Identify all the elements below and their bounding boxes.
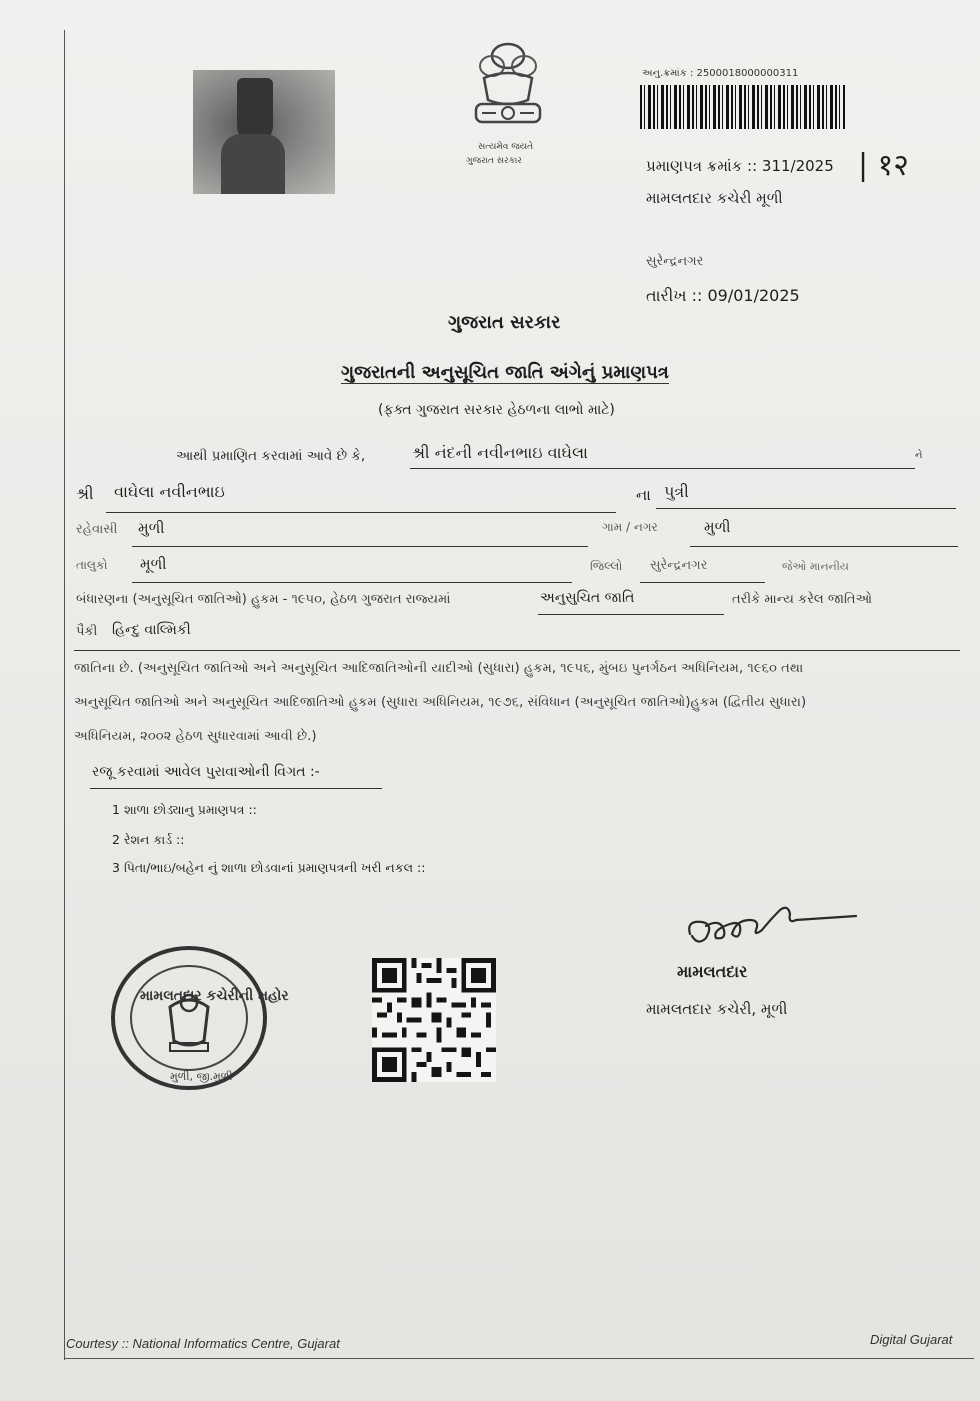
resident-line: [132, 546, 588, 547]
legal-paragraph-line-3: અધિનિયમ, ૨૦૦૨ હેઠળ સુધારવામાં આવી છે.): [74, 729, 317, 744]
applicant-photo: [193, 70, 335, 194]
mamlatdar-signature: [684, 890, 864, 952]
emblem-caption-2: ગુજરાત સરકાર: [466, 156, 522, 166]
page-border-bottom: [64, 1358, 974, 1359]
barcode: [640, 85, 845, 129]
taluka: મૂળી: [140, 555, 167, 573]
seal-bottom-text: મુળી, જી.મુળી: [170, 1070, 233, 1083]
district: સુરેન્દ્રનગર: [650, 558, 708, 573]
footer-courtesy: Courtesy :: National Informatics Centre, Gujarat: [66, 1336, 340, 1351]
evidence-item-number: 2: [112, 832, 120, 847]
village: મુળી: [704, 518, 731, 536]
recognized-text: તરીકે માન્ય કરેલ જાતિઓ: [732, 592, 873, 607]
village-label: ગામ / નગર: [602, 520, 658, 534]
barcode-label: અનુ.ક્રમાંક : 2500018000000311: [642, 68, 799, 79]
page-border-left: [64, 30, 65, 1360]
na-label: ના: [636, 486, 651, 504]
government-title: ગુજરાત સરકાર: [448, 312, 561, 333]
among-label: પૈકી: [76, 624, 98, 639]
certificate-subtitle: (ફક્ત ગુજરાત સરકાર હેઠળના લાભો માટે): [378, 402, 615, 418]
ashoka-emblem-icon: [462, 38, 554, 138]
issuing-office: મામલતદાર કચેરી મૂળી: [646, 189, 783, 207]
certificate-number: પ્રમાણપત્ર ક્રમાંક :: 311/2025: [646, 157, 834, 175]
applicant-name-line: [410, 468, 915, 469]
caste-line: [74, 650, 960, 651]
legal-paragraph-line-2: અનુસૂચિત જાતિઓ અને અનુસૂચિત આદિજાતિઓ હુકમ (સુધારા અધિનિયમ, ૧૯૭૬, સંવિધાન (અનુસૂચિત જાતિઓ)હુકમ (દ્વિતીય સુધારા): [74, 695, 807, 710]
evidence-heading-line: [90, 788, 382, 789]
parent-name: વાઘેલા નવીનભાઇ: [114, 482, 225, 501]
category: અનુસુચિત જાતિ: [540, 590, 635, 606]
resident: મુળી: [138, 519, 165, 537]
evidence-item-number: 1: [112, 802, 120, 817]
ne-suffix: ને: [915, 450, 923, 461]
shri-label: શ્રી: [76, 484, 94, 503]
relation-line: [656, 508, 956, 509]
handwritten-number: | १२: [858, 148, 909, 183]
qr-code: [372, 958, 496, 1082]
city: સુરેન્દ્રનગર: [646, 254, 704, 269]
village-line: [690, 546, 958, 547]
seal-top-text: મામલતદાર કચેરીની મહોર: [140, 988, 289, 1004]
signatory-office: મામલતદાર કચેરી, મૂળી: [646, 1000, 788, 1018]
caste: હિન્દુ વાલ્મિકી: [112, 622, 191, 638]
emblem-caption-1: સત્યમેવ જયતે: [478, 142, 534, 152]
resident-label: રહેવાસી: [76, 522, 118, 537]
taluka-label: તાલુકો: [76, 558, 108, 572]
evidence-item-number: 3: [112, 860, 120, 875]
district-line: [640, 582, 765, 583]
evidence-item-text: પિતા/ભાઇ/બહેન નું શાળા છોડવાનાં પ્રમાણપત્રની ખરી નકલ ::: [123, 860, 426, 875]
order-text: બંધારણના (અનુસૂચિત જાતિઓ) હુકમ - ૧૯૫૦, હેઠળ ગુજરાત રાજ્યમાં: [76, 592, 451, 607]
evidence-item-2: [112, 832, 184, 848]
signatory-designation: મામલતદાર: [677, 962, 748, 981]
legal-paragraph-line-1: જાતિના છે. (અનુસૂચિત જાતિઓ અને અનુસૂચિત આદિજાતિઓની યાદીઓ (સુધારા) હુકમ, ૧૯૫૬, મુંબઇ પુનર્ગઠન અધિનિયમ, ૧૯૬૦ તથા: [74, 661, 804, 676]
certificate-title: ગુજરાતની અનુસૂચિત જાતિ અંગેનું પ્રમાણપત્ર: [341, 362, 669, 383]
taluka-line: [132, 582, 572, 583]
legal-paragraph: [74, 652, 954, 754]
evidence-item-1: [112, 802, 257, 818]
category-line: [538, 614, 724, 615]
applicant-name: શ્રી નંદની નવીનભાઇ વાઘેલા: [412, 443, 588, 462]
district-suffix: જેઓ માનનીય: [782, 560, 849, 573]
evidence-item-text: રેશન કાર્ડ ::: [123, 832, 185, 847]
footer-digital-gujarat: Digital Gujarat: [870, 1332, 953, 1347]
relation: પુત્રી: [664, 482, 689, 501]
evidence-item-3: [112, 860, 425, 876]
parent-name-line: [106, 512, 616, 513]
issue-date: તારીખ :: 09/01/2025: [646, 286, 800, 305]
evidence-heading: રજૂ કરવામાં આવેલ પુરાવાઓની વિગત :-: [92, 764, 320, 780]
district-label: જિલ્લો: [590, 559, 623, 573]
certify-prefix: આથી પ્રમાણિત કરવામાં આવે છે કે,: [176, 448, 366, 464]
evidence-item-text: શાળા છોડ્યાનુ પ્રમાણપત્ર ::: [123, 802, 257, 817]
